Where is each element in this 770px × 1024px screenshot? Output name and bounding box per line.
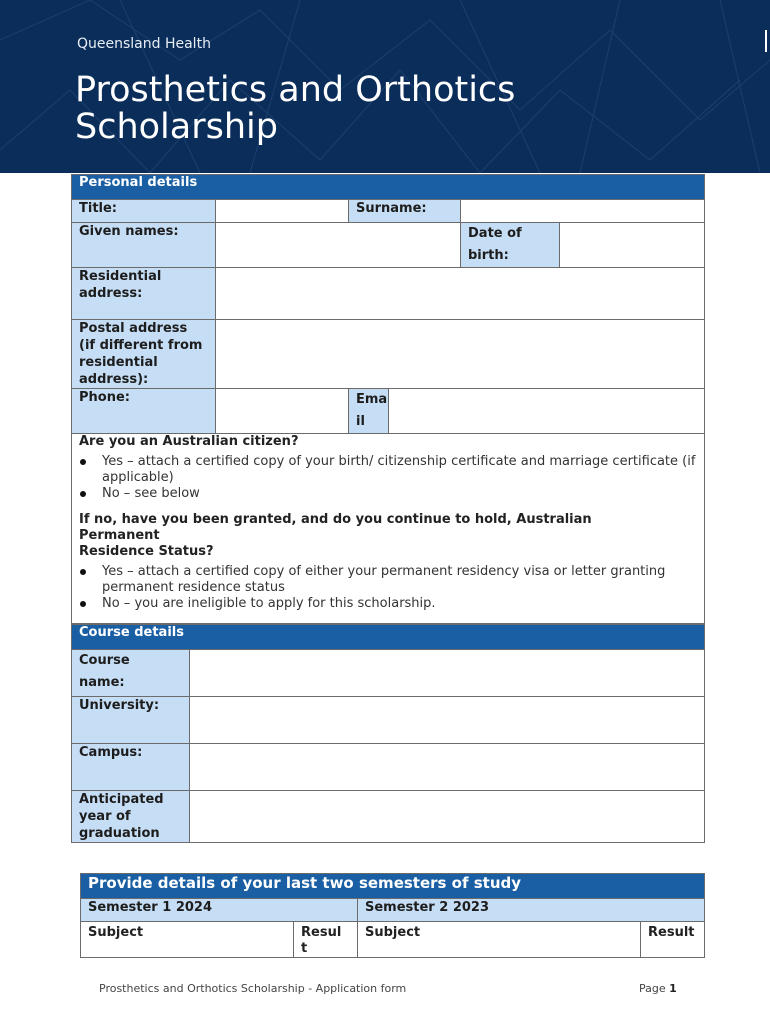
residential-address-field[interactable] — [216, 268, 705, 320]
citizen-option-yes[interactable] — [102, 454, 697, 486]
citizenship-section — [72, 434, 705, 624]
semester-1-result-header-line-1: Resul — [301, 925, 342, 940]
section-header-study: Provide details of your last two semesters of study — [81, 874, 705, 899]
residential-address-label-line-1: Residential — [79, 269, 162, 284]
title-label: Title: — [72, 200, 216, 223]
header-banner — [0, 0, 770, 173]
graduation-year-label-line-2: year of — [79, 809, 131, 824]
graduation-year-label — [72, 791, 190, 843]
bullet-icon — [80, 601, 86, 607]
citizen-options — [79, 454, 697, 502]
semester-1-result-header-line-2: t — [301, 941, 308, 956]
footer-form-name: Prosthetics and Orthotics Scholarship - Application form — [99, 982, 407, 995]
semester-2-subject-header: Subject — [358, 922, 641, 958]
email-label-line-1: Ema — [356, 392, 388, 407]
personal-details-table — [71, 174, 705, 624]
phone-label: Phone: — [72, 389, 216, 434]
email-label — [349, 389, 389, 434]
section-header-personal: Personal details — [72, 175, 705, 200]
semester-1-result-header — [294, 922, 358, 958]
given-names-label: Given names: — [72, 223, 216, 268]
date-of-birth-label-line-1: Date of — [468, 226, 522, 241]
page-title-line-1: Prosthetics and Orthotics — [75, 70, 516, 110]
postal-address-label-line-2: (if different from — [79, 338, 203, 353]
footer-page-label: Page — [639, 982, 666, 995]
email-label-line-2: il — [356, 414, 365, 429]
surname-label: Surname: — [349, 200, 461, 223]
postal-address-label-line-3: residential — [79, 355, 158, 370]
date-of-birth-field[interactable] — [560, 223, 705, 268]
banner-edge-mark — [765, 30, 767, 52]
course-name-field[interactable] — [190, 650, 705, 697]
organization-name: Queensland Health — [77, 36, 211, 52]
bullet-icon — [80, 459, 86, 465]
course-details-table — [71, 624, 705, 843]
residence-option-yes-text: Yes – attach a certified copy of either your permanent residency visa or letter granting permanent residence status — [102, 564, 666, 595]
course-name-label-line-2: name: — [79, 675, 125, 690]
citizen-option-no[interactable] — [102, 486, 697, 502]
bullet-icon — [80, 569, 86, 575]
course-name-label — [72, 650, 190, 697]
course-name-label-line-1: Course — [79, 653, 130, 668]
residential-address-label-line-2: address: — [79, 286, 143, 301]
university-field[interactable] — [190, 697, 705, 744]
semester-1-label: Semester 1 2024 — [81, 899, 358, 922]
page-title — [75, 72, 515, 146]
footer-page-value: 1 — [669, 982, 677, 995]
postal-address-label — [72, 320, 216, 389]
campus-field[interactable] — [190, 744, 705, 791]
footer-page-number — [639, 982, 677, 995]
page-title-line-2: Scholarship — [75, 107, 278, 147]
graduation-year-field[interactable] — [190, 791, 705, 843]
graduation-year-label-line-1: Anticipated — [79, 792, 164, 807]
campus-label: Campus: — [72, 744, 190, 791]
given-names-field[interactable] — [216, 223, 461, 268]
residence-option-no-text: No – you are ineligible to apply for this scholarship. — [102, 596, 436, 611]
postal-address-field[interactable] — [216, 320, 705, 389]
semester-2-result-header: Result — [641, 922, 705, 958]
phone-field[interactable] — [216, 389, 349, 434]
title-field[interactable] — [216, 200, 349, 223]
residence-options — [79, 564, 697, 612]
postal-address-label-line-4: address): — [79, 372, 149, 387]
semester-1-subject-header: Subject — [81, 922, 294, 958]
residence-question-line-1: If no, have you been granted, and do you continue to hold, Australian Permanent — [79, 512, 592, 543]
residential-address-label — [72, 268, 216, 320]
citizen-option-yes-text: Yes – attach a certified copy of your birth/ citizenship certificate and marriage certificate (if applicable) — [102, 454, 696, 485]
residence-option-yes[interactable] — [102, 564, 697, 596]
citizen-question: Are you an Australian citizen? — [79, 434, 299, 449]
study-details-table — [80, 873, 705, 958]
email-field[interactable] — [389, 389, 705, 434]
residence-question-line-2: Residence Status? — [79, 544, 214, 559]
residence-option-no[interactable] — [102, 596, 697, 612]
bullet-icon — [80, 491, 86, 497]
date-of-birth-label-line-2: birth: — [468, 248, 509, 263]
postal-address-label-line-1: Postal address — [79, 321, 188, 336]
semester-2-label: Semester 2 2023 — [358, 899, 705, 922]
section-header-course: Course details — [72, 625, 705, 650]
citizen-option-no-text: No – see below — [102, 486, 200, 501]
surname-field[interactable] — [461, 200, 705, 223]
graduation-year-label-line-3: graduation — [79, 826, 160, 841]
date-of-birth-label — [461, 223, 560, 268]
university-label: University: — [72, 697, 190, 744]
residence-question — [79, 512, 619, 560]
